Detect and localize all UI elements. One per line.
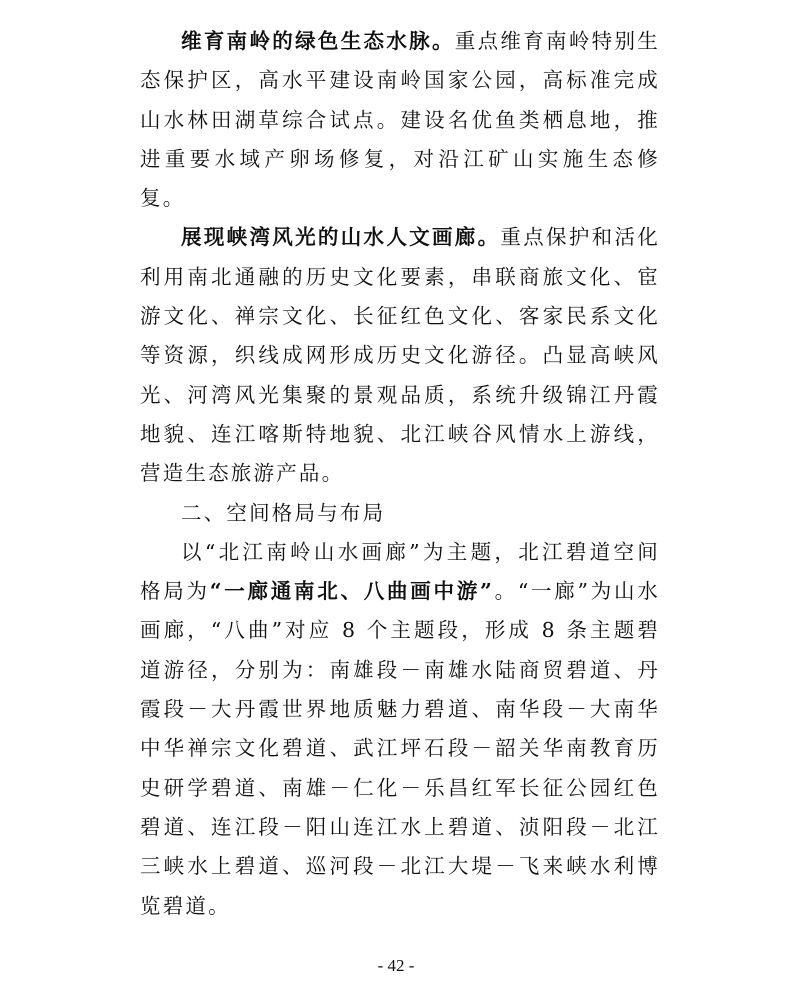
page-number: - 42 -: [377, 956, 415, 975]
paragraph-text: 重点维育南岭特别生态保护区，高水平建设南岭国家公园，高标准完成山水林田湖草综合试点。建设名优鱼类栖息地，推进重要水域产卵场修复，对沿江矿山实施生态修复。: [140, 29, 660, 211]
paragraph-landscape: [140, 218, 660, 493]
document-body: [140, 22, 660, 926]
paragraph-text: 以“北江南岭山水画廊”为主题，北江碧道空间格局为: [140, 539, 660, 604]
paragraph-lead: 展现峡湾风光的山水人文画廊。: [181, 225, 501, 250]
section-heading: 二、空间格局与布局: [181, 500, 386, 525]
paragraph-lead: 维育南岭的绿色生态水脉。: [181, 29, 455, 53]
paragraph-layout: [140, 533, 660, 926]
paragraph-text: 。“一廊”为山水画廊，“八曲”对应 8 个主题段，形成 8 条主题碧道游径，分别为：南雄段－南雄水陆商贸碧道、丹霞段－大丹霞世界地质魅力碧道、南华段－大南华中华禅宗文化碧道、武江坪石段－韶关华南教育历史研学碧道、南雄－仁化－乐昌红军长征公园红色碧道、连江段－阳山连江水上碧道、浈阳段－北江三峡水上碧道、巡河段－北江大堤－飞来峡水利博览碧道。: [140, 579, 660, 918]
paragraph-text: 重点保护和活化利用南北通融的历史文化要素，串联商旅文化、宦游文化、禅宗文化、长征红色文化、客家民系文化等资源，织线成网形成历史文化游径。凸显高峡风光、河湾风光集聚的景观品质，系统升级锦江丹霞地貌、连江喀斯特地貌、北江峡谷风情水上游线，营造生态旅游产品。: [140, 225, 660, 486]
paragraph-ecology: [140, 22, 660, 218]
paragraph-emphasis: “一廊通南北、八曲画中游”: [209, 579, 495, 604]
